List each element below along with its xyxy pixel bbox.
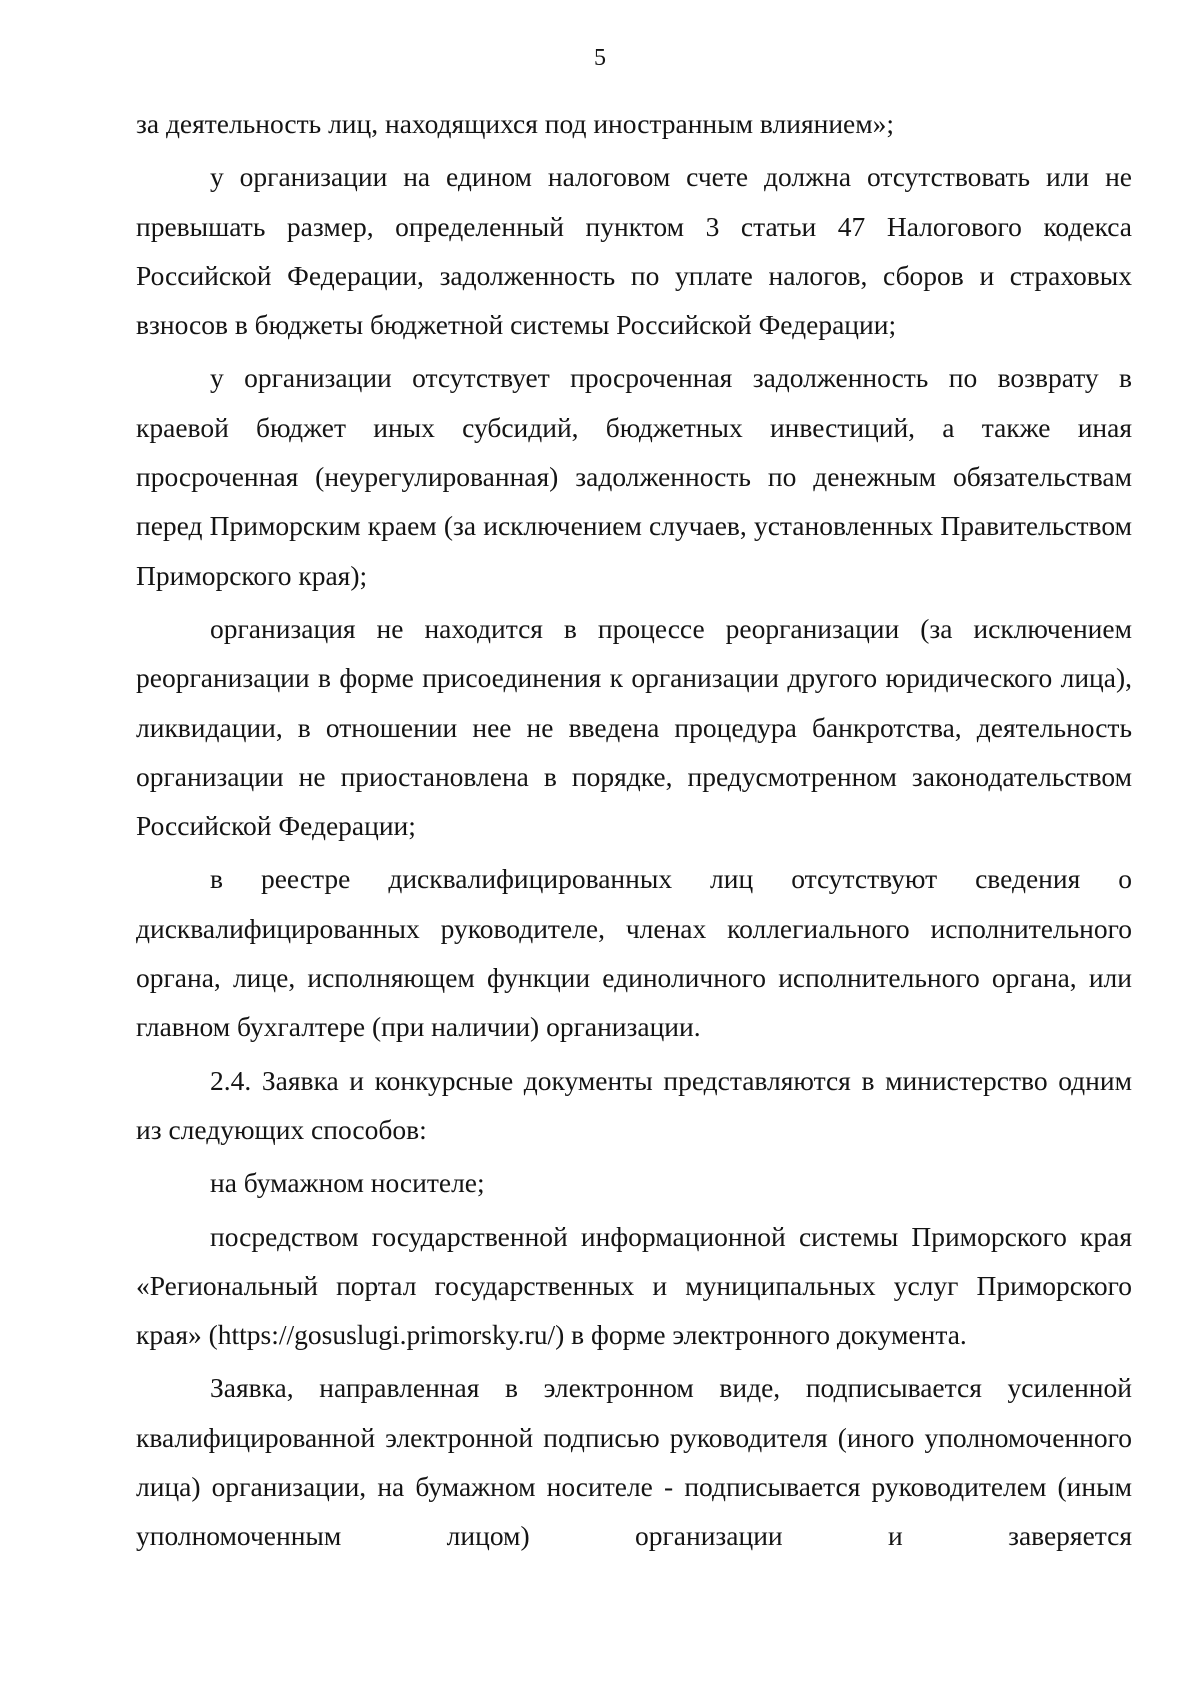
document-body <box>136 99 1132 1561</box>
page-number: 5 <box>594 45 606 71</box>
paragraph: посредством государственной информационной системы Приморского края «Региональный портал государственных и муниципальных услуг Приморского края» (https://gosuslugi.primorsky.ru/) в форме электронного документа. <box>136 1220 1132 1351</box>
paragraph: 2.4. Заявка и конкурсные документы представляются в министерство одним из следующих способов: <box>136 1064 1132 1145</box>
paragraph: у организации отсутствует просроченная задолженность по возврату в краевой бюджет иных субсидий, бюджетных инвестиций, а также иная просроченная (неурегулированная) задолженность по денежным обязательствам перед Приморским краем (за исключением случаев, установленных Правительством Приморского края); <box>136 362 1132 591</box>
paragraph: у организации на едином налоговом счете должна отсутствовать или не превышать размер, определенный пунктом 3 статьи 47 Налогового кодекса Российской Федерации, задолженность по уплате налогов, сборов и страховых взносов в бюджеты бюджетной системы Российской Федерации; <box>136 161 1132 341</box>
paragraph: в реестре дисквалифицированных лиц отсутствуют сведения о дисквалифицированных руководителе, членах коллегиального исполнительного органа, лице, исполняющем функции единоличного исполнительного органа, или главном бухгалтере (при наличии) организации. <box>136 863 1132 1043</box>
paragraph: на бумажном носителе; <box>210 1167 485 1199</box>
paragraph: Заявка, направленная в электронном виде, подписывается усиленной квалифицированной электронной подписью руководителя (иного уполномоченного лица) организации, на бумажном носителе - подписывается руководителем (иным уполномоченным лицом) организации и заверяется <box>136 1372 1132 1552</box>
paragraph: за деятельность лиц, находящихся под иностранным влиянием»; <box>136 108 895 139</box>
paragraph: организация не находится в процессе реорганизации (за исключением реорганизации в форме присоединения к организации другого юридического лица), ликвидации, в отношении нее не введена процедура банкротства, деятельность организации не приостановлена в порядке, предусмотренном законодательством Российской Федерации; <box>136 612 1132 842</box>
